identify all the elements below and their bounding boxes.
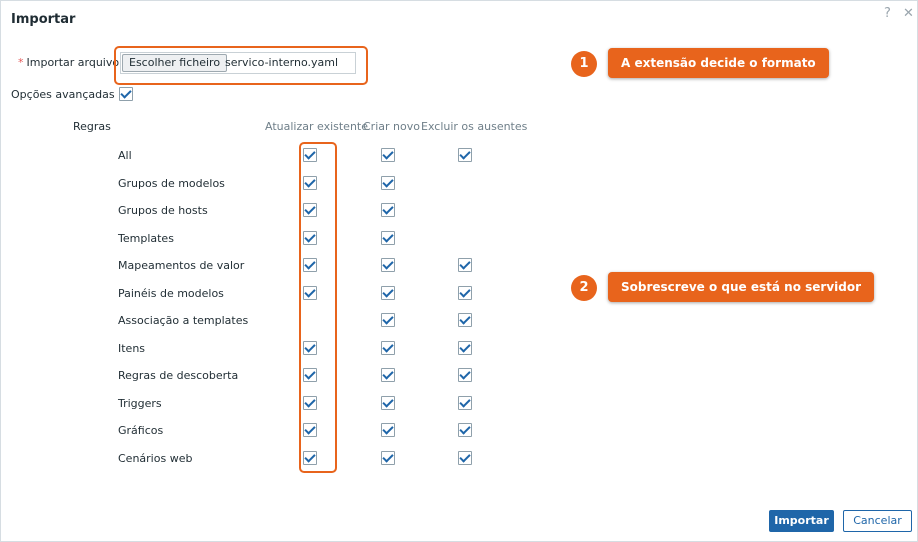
create-new-checkbox[interactable] — [381, 258, 395, 272]
dialog-title: Importar — [11, 12, 76, 27]
delete-missing-checkbox[interactable] — [458, 396, 472, 410]
help-icon[interactable]: ? — [884, 6, 891, 21]
cancel-button[interactable]: Cancelar — [843, 510, 912, 532]
rule-label: Regras de descoberta — [118, 369, 239, 382]
rule-label: Templates — [118, 232, 174, 245]
create-new-checkbox[interactable] — [381, 286, 395, 300]
create-new-checkbox[interactable] — [381, 396, 395, 410]
col-delete-missing: Excluir os ausentes — [421, 120, 528, 133]
create-new-checkbox[interactable] — [381, 176, 395, 190]
rule-label: Painéis de modelos — [118, 287, 224, 300]
file-field-label — [18, 56, 119, 69]
delete-missing-checkbox[interactable] — [458, 423, 472, 437]
import-button[interactable]: Importar — [769, 510, 834, 532]
create-new-checkbox[interactable] — [381, 203, 395, 217]
create-new-checkbox[interactable] — [381, 231, 395, 245]
file-highlight — [114, 46, 368, 85]
delete-missing-checkbox[interactable] — [458, 148, 472, 162]
advanced-options-checkbox[interactable] — [119, 87, 133, 101]
choose-file-button[interactable]: Escolher ficheiro — [122, 54, 227, 72]
create-new-checkbox[interactable] — [381, 368, 395, 382]
advanced-options-label: Opções avançadas — [11, 88, 115, 101]
file-name: servico-interno.yaml — [225, 56, 339, 69]
annotation-1-number: 1 — [571, 51, 597, 77]
delete-missing-checkbox[interactable] — [458, 451, 472, 465]
delete-missing-checkbox[interactable] — [458, 286, 472, 300]
rule-label: All — [118, 149, 132, 162]
create-new-checkbox[interactable] — [381, 313, 395, 327]
col-create-new: Criar novo — [363, 120, 420, 133]
create-new-checkbox[interactable] — [381, 148, 395, 162]
rule-label: Gráficos — [118, 424, 164, 437]
rule-label: Grupos de hosts — [118, 204, 208, 217]
delete-missing-checkbox[interactable] — [458, 368, 472, 382]
rule-label: Triggers — [118, 397, 162, 410]
annotation-2-text: Sobrescreve o que está no servidor — [608, 272, 874, 302]
delete-missing-checkbox[interactable] — [458, 341, 472, 355]
create-new-checkbox[interactable] — [381, 341, 395, 355]
create-new-checkbox[interactable] — [381, 451, 395, 465]
create-new-checkbox[interactable] — [381, 423, 395, 437]
annotation-2-number: 2 — [571, 275, 597, 301]
rule-label: Associação a templates — [118, 314, 249, 327]
close-icon[interactable]: ✕ — [903, 6, 914, 21]
rule-label: Cenários web — [118, 452, 193, 465]
update-column-highlight — [299, 142, 337, 473]
delete-missing-checkbox[interactable] — [458, 258, 472, 272]
rule-label: Mapeamentos de valor — [118, 259, 245, 272]
col-update-existing: Atualizar existente — [265, 120, 369, 133]
required-mark: * — [18, 56, 24, 69]
delete-missing-checkbox[interactable] — [458, 313, 472, 327]
rule-label: Itens — [118, 342, 146, 355]
rules-label: Regras — [73, 120, 111, 133]
annotation-1-text: A extensão decide o formato — [608, 48, 829, 78]
file-label-text: Importar arquivo — [26, 56, 120, 69]
rule-label: Grupos de modelos — [118, 177, 225, 190]
